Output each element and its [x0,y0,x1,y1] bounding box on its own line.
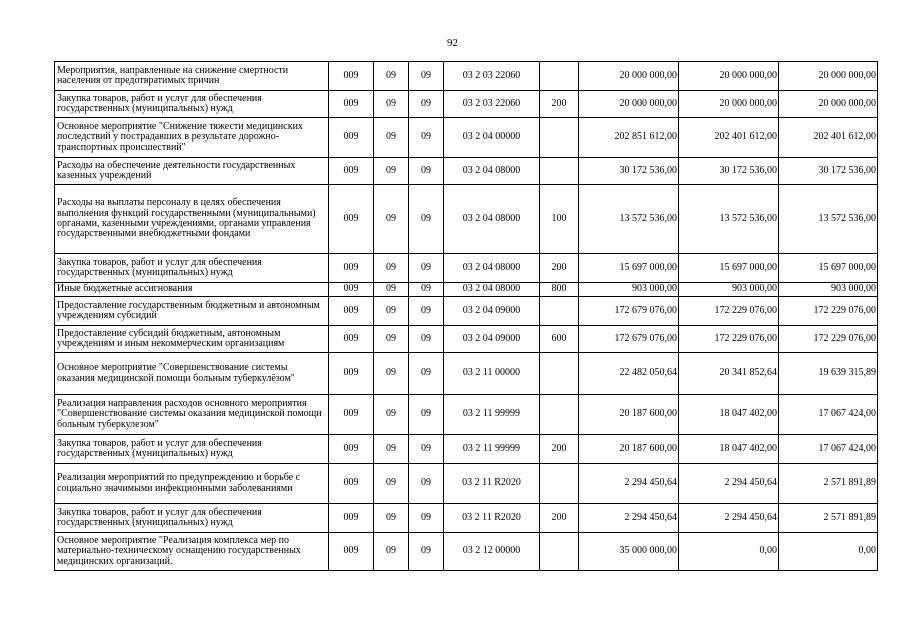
amount-year2-cell: 20 000 000,00 [679,91,779,118]
table-row [55,62,878,91]
row-name-cell: Закупка товаров, работ и услуг для обеспечения государственных (муниципальных) нужд [55,504,329,533]
subsection-code-cell: 09 [409,254,444,283]
table-row [55,533,878,571]
amount-year3-cell: 13 572 536,00 [779,185,878,254]
amount-year3-cell: 20 000 000,00 [779,91,878,118]
target-article-cell: 03 2 04 09000 [444,297,540,326]
subsection-code-cell: 09 [409,504,444,533]
section-code-cell: 09 [374,297,409,326]
amount-year1-cell: 20 000 000,00 [579,62,679,91]
section-code-cell: 09 [374,326,409,353]
row-name-cell: Иные бюджетные ассигнования [55,283,329,297]
ministry-code-cell: 009 [329,353,374,395]
target-article-cell: 03 2 11 R2020 [444,504,540,533]
target-article-cell: 03 2 11 R2020 [444,464,540,504]
ministry-code-cell: 009 [329,395,374,435]
amount-year2-cell: 2 294 450,64 [679,464,779,504]
amount-year1-cell: 22 482 050,64 [579,353,679,395]
subsection-code-cell: 09 [409,533,444,571]
subsection-code-cell: 09 [409,435,444,464]
amount-year2-cell: 13 572 536,00 [679,185,779,254]
row-name-cell: Предоставление субсидий бюджетным, автономным учреждениям и иным некоммерческим организациям [55,326,329,353]
amount-year1-cell: 20 187 600,00 [579,395,679,435]
section-code-cell: 09 [374,464,409,504]
target-article-cell: 03 2 04 08000 [444,158,540,185]
amount-year2-cell: 202 401 612,00 [679,118,779,158]
target-article-cell: 03 2 04 08000 [444,283,540,297]
target-article-cell: 03 2 12 00000 [444,533,540,571]
subsection-code-cell: 09 [409,464,444,504]
section-code-cell: 09 [374,158,409,185]
amount-year1-cell: 20 000 000,00 [579,91,679,118]
amount-year3-cell: 20 000 000,00 [779,62,878,91]
amount-year1-cell: 2 294 450,64 [579,464,679,504]
section-code-cell: 09 [374,283,409,297]
subsection-code-cell: 09 [409,326,444,353]
expense-type-cell [540,533,579,571]
amount-year1-cell: 13 572 536,00 [579,185,679,254]
ministry-code-cell: 009 [329,283,374,297]
amount-year3-cell: 2 571 891,89 [779,504,878,533]
subsection-code-cell: 09 [409,62,444,91]
amount-year3-cell: 202 401 612,00 [779,118,878,158]
row-name-cell: Основное мероприятие "Реализация комплекса мер по материально-техническому оснащению государственных медицинских организаций. [55,533,329,571]
amount-year3-cell: 903 000,00 [779,283,878,297]
expense-type-cell: 600 [540,326,579,353]
row-name-cell: Мероприятия, направленные на снижение смертности населения от предотвратимых причин [55,62,329,91]
amount-year3-cell: 0,00 [779,533,878,571]
ministry-code-cell: 009 [329,326,374,353]
amount-year3-cell: 15 697 000,00 [779,254,878,283]
amount-year2-cell: 172 229 076,00 [679,297,779,326]
amount-year2-cell: 172 229 076,00 [679,326,779,353]
page-number: 92 [447,37,458,49]
amount-year1-cell: 172 679 076,00 [579,297,679,326]
amount-year2-cell: 30 172 536,00 [679,158,779,185]
expense-type-cell: 200 [540,504,579,533]
row-name-cell: Основное мероприятие "Совершенствование системы оказания медицинской помощи больным туберкулёзом" [55,353,329,395]
section-code-cell: 09 [374,254,409,283]
amount-year1-cell: 172 679 076,00 [579,326,679,353]
amount-year3-cell: 17 067 424,00 [779,395,878,435]
table-row [55,185,878,254]
expense-type-cell [540,158,579,185]
section-code-cell: 09 [374,435,409,464]
table-row [55,297,878,326]
target-article-cell: 03 2 04 08000 [444,185,540,254]
table-body [55,62,878,571]
table-row [55,435,878,464]
section-code-cell: 09 [374,118,409,158]
section-code-cell: 09 [374,533,409,571]
table-row [55,158,878,185]
amount-year3-cell: 2 571 891,89 [779,464,878,504]
table-row [55,326,878,353]
amount-year3-cell: 172 229 076,00 [779,297,878,326]
row-name-cell: Реализация направления расходов основного мероприятия "Совершенствование системы оказания медицинской помощи больным туберкулезом" [55,395,329,435]
target-article-cell: 03 2 04 08000 [444,254,540,283]
ministry-code-cell: 009 [329,158,374,185]
row-name-cell: Реализация мероприятий по предупреждению и борьбе с социально значимыми инфекционными заболеваниями [55,464,329,504]
section-code-cell: 09 [374,185,409,254]
amount-year2-cell: 15 697 000,00 [679,254,779,283]
ministry-code-cell: 009 [329,62,374,91]
amount-year1-cell: 15 697 000,00 [579,254,679,283]
row-name-cell: Закупка товаров, работ и услуг для обеспечения государственных (муниципальных) нужд [55,254,329,283]
target-article-cell: 03 2 03 22060 [444,91,540,118]
amount-year3-cell: 172 229 076,00 [779,326,878,353]
table-row [55,283,878,297]
table-row [55,118,878,158]
target-article-cell: 03 2 11 99999 [444,435,540,464]
amount-year2-cell: 0,00 [679,533,779,571]
table-row [55,504,878,533]
amount-year3-cell: 19 639 315,89 [779,353,878,395]
subsection-code-cell: 09 [409,395,444,435]
expense-type-cell [540,395,579,435]
table-row [55,254,878,283]
ministry-code-cell: 009 [329,504,374,533]
target-article-cell: 03 2 04 00000 [444,118,540,158]
ministry-code-cell: 009 [329,91,374,118]
amount-year3-cell: 30 172 536,00 [779,158,878,185]
expense-type-cell: 200 [540,91,579,118]
expense-type-cell: 200 [540,254,579,283]
section-code-cell: 09 [374,353,409,395]
section-code-cell: 09 [374,91,409,118]
target-article-cell: 03 2 04 09000 [444,326,540,353]
expense-type-cell [540,297,579,326]
amount-year2-cell: 903 000,00 [679,283,779,297]
table-row [55,91,878,118]
ministry-code-cell: 009 [329,464,374,504]
row-name-cell: Расходы на выплаты персоналу в целях обеспечения выполнения функций государственными (муниципальными) органами, казенными учреждениями, органами управления государственными внебюджетными фондами [55,185,329,254]
amount-year2-cell: 20 000 000,00 [679,62,779,91]
row-name-cell: Закупка товаров, работ и услуг для обеспечения государственных (муниципальных) нужд [55,91,329,118]
row-name-cell: Основное мероприятие "Снижение тяжести медицинских последствий у пострадавших в результате дорожно-транспортных происшествий" [55,118,329,158]
ministry-code-cell: 009 [329,533,374,571]
target-article-cell: 03 2 11 00000 [444,353,540,395]
expense-type-cell [540,353,579,395]
amount-year2-cell: 18 047 402,00 [679,435,779,464]
subsection-code-cell: 09 [409,185,444,254]
ministry-code-cell: 009 [329,254,374,283]
expense-type-cell [540,62,579,91]
expense-type-cell: 800 [540,283,579,297]
table-row [55,464,878,504]
amount-year2-cell: 2 294 450,64 [679,504,779,533]
subsection-code-cell: 09 [409,118,444,158]
section-code-cell: 09 [374,62,409,91]
ministry-code-cell: 009 [329,185,374,254]
expense-type-cell: 100 [540,185,579,254]
table-row [55,395,878,435]
amount-year1-cell: 903 000,00 [579,283,679,297]
amount-year1-cell: 2 294 450,64 [579,504,679,533]
expense-type-cell [540,118,579,158]
ministry-code-cell: 009 [329,435,374,464]
amount-year1-cell: 35 000 000,00 [579,533,679,571]
row-name-cell: Закупка товаров, работ и услуг для обеспечения государственных (муниципальных) нужд [55,435,329,464]
subsection-code-cell: 09 [409,91,444,118]
amount-year1-cell: 202 851 612,00 [579,118,679,158]
target-article-cell: 03 2 11 99999 [444,395,540,435]
amount-year2-cell: 18 047 402,00 [679,395,779,435]
ministry-code-cell: 009 [329,118,374,158]
amount-year1-cell: 30 172 536,00 [579,158,679,185]
ministry-code-cell: 009 [329,297,374,326]
subsection-code-cell: 09 [409,353,444,395]
section-code-cell: 09 [374,395,409,435]
target-article-cell: 03 2 03 22060 [444,62,540,91]
subsection-code-cell: 09 [409,158,444,185]
expense-type-cell: 200 [540,435,579,464]
budget-table [54,61,878,571]
section-code-cell: 09 [374,504,409,533]
subsection-code-cell: 09 [409,297,444,326]
expense-type-cell [540,464,579,504]
row-name-cell: Расходы на обеспечение деятельности государственных казенных учреждений [55,158,329,185]
amount-year3-cell: 17 067 424,00 [779,435,878,464]
row-name-cell: Предоставление государственным бюджетным и автономным учреждениям субсидий [55,297,329,326]
subsection-code-cell: 09 [409,283,444,297]
table-row [55,353,878,395]
amount-year1-cell: 20 187 600,00 [579,435,679,464]
amount-year2-cell: 20 341 852,64 [679,353,779,395]
